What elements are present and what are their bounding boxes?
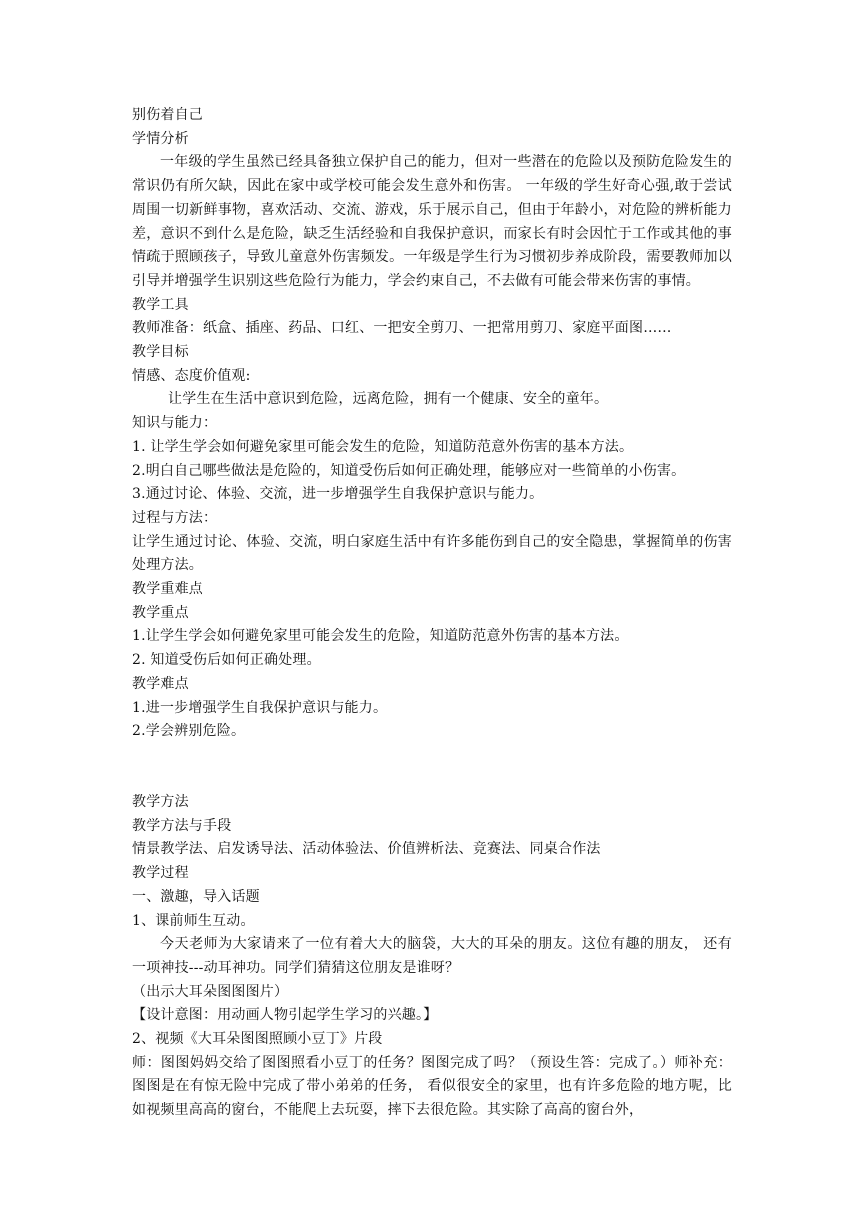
paragraph-gongju: 教师准备：纸盒、插座、药品、口红、一把安全剪刀、一把常用剪刀、家庭平面图……	[132, 320, 672, 337]
subheading-nandian: 教学难点	[132, 675, 189, 692]
step-item-1-2: 2、视频《大耳朵图图照顾小豆丁》片段	[132, 1031, 383, 1048]
subheading-fangfa-shouduan: 教学方法与手段	[132, 817, 232, 834]
subheading-zhongdian: 教学重点	[132, 604, 189, 621]
step-heading-1: 一、激趣，导入话题	[132, 888, 260, 905]
note-show-picture: （出示大耳朵图图图片）	[132, 983, 289, 1000]
paragraph-teacher: 师：图图妈妈交给了图图照看小豆丁的任务？图图完成了吗？（预设生答：完成了。）师补充：图图是在有惊无险中完成了带小弟弟的任务， 看似很安全的家里，也有许多危险的地方呢，比如视频里高高的窗台，不能爬上去玩耍，摔下去很危险。其实除了高高的窗台外，	[132, 1054, 732, 1119]
section-heading-guocheng: 教学过程	[132, 865, 189, 882]
paragraph-fangfa: 情景教学法、启发诱导法、活动体验法、价值辨析法、竞赛法、同桌合作法	[132, 841, 601, 858]
paragraph-qinggan: 让学生在生活中意识到危险，远离危险，拥有一个健康、安全的童年。	[168, 391, 609, 408]
list-item-zhishi-2: 2.明白自己哪些做法是危险的，知道受伤后如何正确处理，能够应对一些简单的小伤害。	[132, 462, 686, 479]
section-heading-fangfa: 教学方法	[132, 793, 189, 810]
subheading-qinggan: 情感、态度价值观:	[132, 367, 251, 384]
list-item-zhishi-3: 3.通过讨论、体验、交流，进一步增强学生自我保护意识与能力。	[132, 486, 544, 503]
list-item-zhongdian-1: 1.让学生学会如何避免家里可能会发生的危险，知道防范意外伤害的基本方法。	[132, 628, 629, 645]
list-item-zhishi-1: 1. 让学生学会如何避免家里可能会发生的危险，知道防范意外伤害的基本方法。	[132, 438, 634, 455]
subheading-zhishi: 知识与能力：	[132, 415, 218, 432]
step-item-1-1: 1、课前师生互动。	[132, 912, 255, 929]
subheading-guocheng: 过程与方法：	[132, 509, 218, 526]
list-item-nandian-2: 2.学会辨别危险。	[132, 723, 246, 740]
paragraph-xueqing: 一年级的学生虽然已经具备独立保护自己的能力，但对一些潜在的危险以及预防危险发生的常识仍有所欠缺，因此在家中或学校可能会发生意外和伤害。 一年级的学生好奇心强,敢于尝试周围一切新鲜事物，喜欢活动、交流、游戏，乐于展示自己，但由于年龄小，对危险的辨析能力差，意识不到什么是危险，缺乏生活经验和自我保护意识，而家长有时会因忙于工作或其他的事情疏于照顾孩子，导致儿童意外伤害频发。一年级是学生行为习惯初步养成阶段，需要教师加以引导并增强学生识别这些危险行为能力，学会约束自己，不去做有可能会带来伤害的事情。	[132, 154, 732, 289]
note-design-intent: 【设计意图：用动画人物引起学生学习的兴趣。】	[132, 1007, 438, 1024]
list-item-zhongdian-2: 2. 知道受伤后如何正确处理。	[132, 652, 321, 669]
document-body	[132, 104, 732, 1123]
document-title: 别伤着自己	[132, 107, 203, 123]
list-item-nandian-1: 1.进一步增强学生自我保护意识与能力。	[132, 699, 388, 716]
blank-spacer	[132, 744, 732, 791]
paragraph-guocheng: 让学生通过讨论、体验、交流，明白家庭生活中有许多能伤到自己的安全隐患，掌握简单的伤害处理方法。	[132, 533, 732, 574]
section-heading-mubiao: 教学目标	[132, 344, 189, 361]
section-heading-xueqing: 学情分析	[132, 130, 189, 147]
section-heading-gongju: 教学工具	[132, 296, 189, 313]
section-heading-zhongnan: 教学重难点	[132, 581, 203, 598]
paragraph-intro: 今天老师为大家请来了一位有着大大的脑袋，大大的耳朵的朋友。这位有趣的朋友， 还有一项神技---动耳神功。同学们猜猜这位朋友是谁呀？	[132, 936, 732, 976]
